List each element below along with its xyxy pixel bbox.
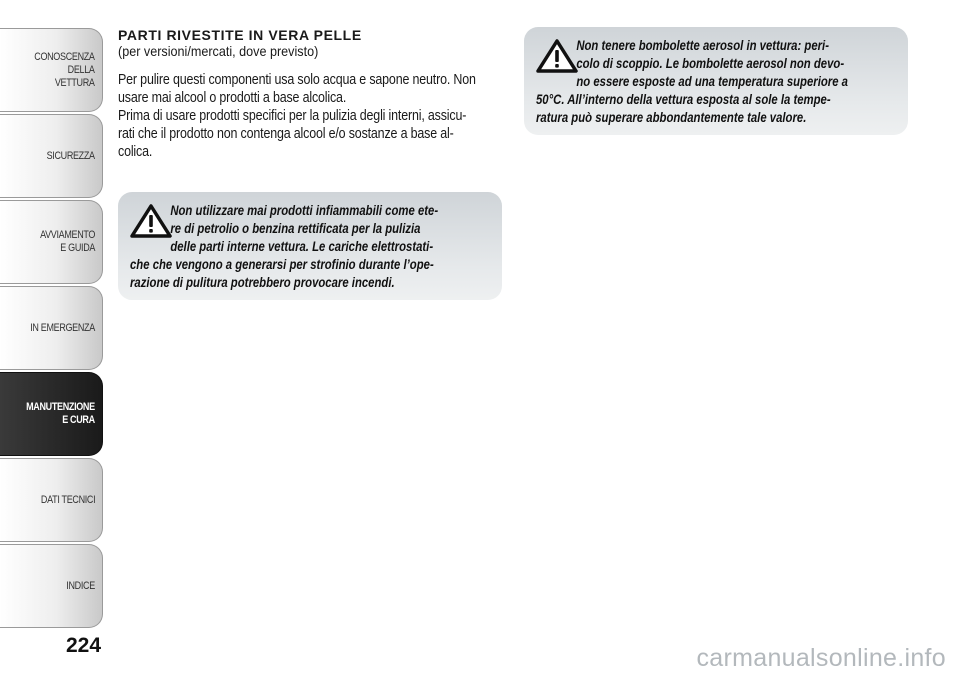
tab-avviamento-e-guida[interactable]: [0, 200, 103, 284]
warning-line: delle parti interne vettura. Le cariche elettrostati-: [170, 239, 434, 254]
section-title: PARTI RIVESTITE IN VERA PELLE: [118, 27, 362, 43]
tab-indice[interactable]: [0, 544, 103, 628]
warning-line: no essere esposte ad una temperatura superiore a: [576, 74, 848, 89]
tab-sicurezza[interactable]: [0, 114, 103, 198]
paragraph-line: usare mai alcool o prodotti a base alcolica.: [118, 90, 347, 106]
warning-box-aerosol: [524, 27, 908, 135]
warning-line: Non utilizzare mai prodotti infiammabili come ete-: [170, 203, 439, 218]
warning-line: 50°C. All’interno della vettura esposta al sole la tempe-: [536, 92, 831, 107]
warning-line: Non tenere bombolette aerosol in vettura: peri-: [576, 38, 829, 53]
tab-label: DATI TECNICI: [40, 493, 95, 506]
tab-label: INDICE: [66, 579, 95, 592]
warning-line: ratura può superare abbondantemente tale valore.: [536, 110, 807, 125]
warning-text: [130, 202, 490, 292]
tab-label: IN EMERGENZA: [30, 321, 95, 334]
warning-box-flammable: [118, 192, 502, 300]
watermark: carmanualsonline.info: [696, 644, 946, 672]
tab-label: SICUREZZA: [46, 149, 95, 162]
warning-line: re di petrolio o benzina rettificata per la pulizia: [170, 221, 421, 236]
warning-line: che che vengono a generarsi per strofinio durante l’ope-: [130, 257, 434, 272]
tab-manutenzione-e-cura[interactable]: [0, 372, 103, 456]
paragraph-line: rati che il prodotto non contenga alcool e/o sostanze a base al-: [118, 126, 454, 142]
paragraph-line: Prima di usare prodotti specifici per la pulizia degli interni, assicu-: [118, 108, 467, 124]
warning-text: [536, 37, 896, 127]
warning-line: razione di pulitura potrebbero provocare incendi.: [130, 275, 395, 290]
body-paragraph: [118, 71, 504, 161]
tab-dati-tecnici[interactable]: [0, 458, 103, 542]
tab-label: AVVIAMENTO E GUIDA: [39, 229, 95, 254]
warning-line: colo di scoppio. Le bombolette aerosol non devo-: [576, 56, 845, 71]
tab-in-emergenza[interactable]: [0, 286, 103, 370]
section-subtitle: (per versioni/mercati, dove previsto): [118, 43, 319, 59]
tab-conoscenza-della-vettura[interactable]: [0, 28, 103, 112]
paragraph-line: Per pulire questi componenti usa solo acqua e sapone neutro. Non: [118, 72, 476, 88]
tab-label: MANUTENZIONE E CURA: [26, 401, 95, 426]
page-number: 224: [66, 634, 102, 657]
tab-label: CONOSCENZA DELLA VETTURA: [34, 50, 95, 89]
leather-parts-section: [118, 27, 504, 161]
paragraph-line: colica.: [118, 144, 153, 160]
